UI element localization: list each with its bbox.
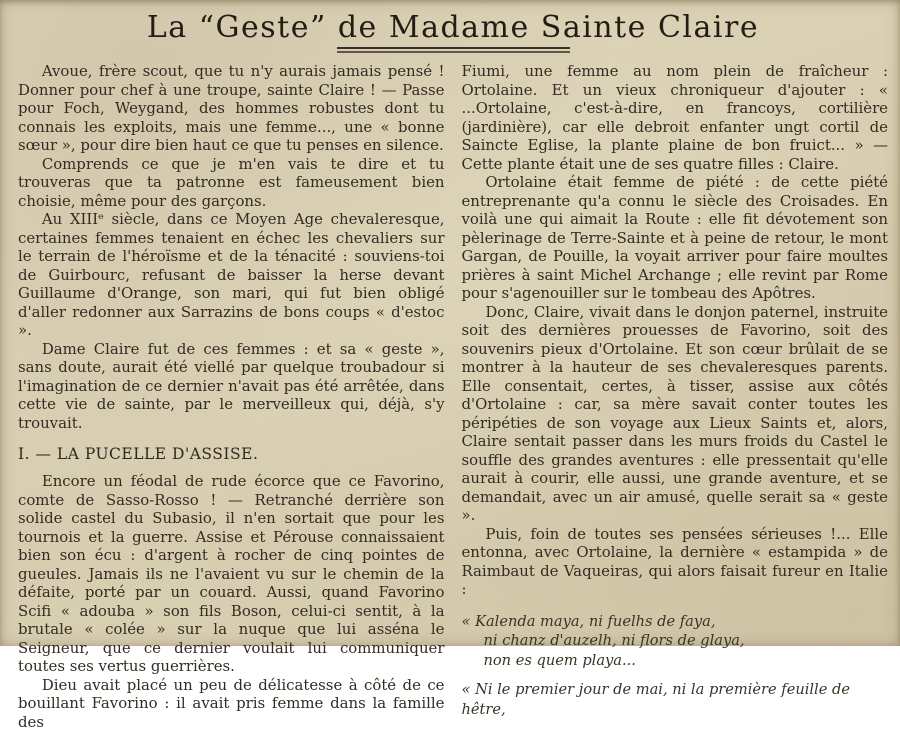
verse-quotation (462, 612, 889, 720)
article-columns (18, 62, 888, 731)
verse-line: ni chanz d'auzelh, ni flors de glaya, (462, 631, 889, 651)
paragraph: Donc, Claire, vivait dans le donjon paternel, instruite soit des dernières prouesses de Favorino, soit des souvenirs pieux d'Ortolaine. Et son cœur brûlait de se montrer à la hauteur de ses chevaleresques parents. Elle consentait, certes, à tisser, assise aux côtés d'Ortolaine : car, sa mère savait conter toutes les péripéties de son voyage aux Lieux Saints et, alors, Claire sentait passer dans les murs froids du Castel le souffle des grandes aventures : elle pressentait qu'elle aurait à courir, elle aussi, une grande aventure, et se demandait, avec un air amusé, quelle serait sa « geste ». (462, 303, 889, 525)
paragraph: Comprends ce que je m'en vais te dire et tu trouveras que ta patronne est fameusement bien choisie, même pour des garçons. (18, 155, 445, 211)
left-column (18, 62, 445, 731)
masthead (18, 10, 888, 53)
paragraph: Au XIIIᵉ siècle, dans ce Moyen Age chevaleresque, certaines femmes tenaient en échec les chevaliers sur le terrain de l'héroïsme et de la ténacité : souviens-toi de Guirbourc, refusant de baisser la herse devant Guillaume d'Orange, son mari, qui fut bien obligé d'aller redonner aux Sarrazins de bons coups « d'estoc ». (18, 210, 445, 340)
paragraph: Avoue, frère scout, que tu n'y aurais jamais pensé ! Donner pour chef à une troupe, sainte Claire ! — Passe pour Foch, Weygand, des hommes robustes dont tu connais les exploits, mais une femme..., une « bonne sœur », pour dire bien haut ce que tu penses en silence. (18, 62, 445, 155)
paragraph: Dieu avait placé un peu de délicatesse à côté de ce bouillant Favorino : il avait pris femme dans la famille des (18, 676, 445, 731)
paragraph: Ortolaine était femme de piété : de cette piété entreprenante qu'a connu le siècle des Croisades. En voilà une qui aimait la Route : elle fit dévotement son pèlerinage de Terre-Sainte et à peine de retour, le mont Gargan, de Pouille, la voyait arriver pour faire moultes prières à saint Michel Archange ; elle revint par Rome pour s'agenouiller sur le tombeau des Apôtres. (462, 173, 889, 303)
verse-line: « Ni le premier jour de mai, ni la première feuille de hêtre, (462, 680, 889, 719)
right-column (462, 62, 889, 731)
verse-line: « Kalenda maya, ni fuelhs de faya, (462, 612, 889, 632)
paragraph: Fiumi, une femme au nom plein de fraîcheur : Ortolaine. Et un vieux chroniqueur d'ajouter : « ...Ortolaine, c'est-à-dire, en francoys, cortilière (jardinière), car elle debroit enfanter ungt cortil de Saincte Eglise, la plante plaine de bon fruict... » — Cette plante était une de ses quatre filles : Claire. (462, 62, 889, 173)
paragraph: Dame Claire fut de ces femmes : et sa « geste », sans doute, aurait été viellé par quelque troubadour si l'imagination de ce dernier n'avait pas été arrêtée, dans cette vie de sainte, par le merveilleux qui, déjà, s'y trouvait. (18, 340, 445, 433)
section-heading: I. — LA PUCELLE D'ASSISE. (18, 445, 445, 463)
paragraph: Encore un féodal de rude écorce que ce Favorino, comte de Sasso-Rosso ! — Retranché derrière son solide castel du Subasio, il n'en sortait que pour les tournois et la guerre. Assise et Pérouse connaissaient bien son écu : d'argent à rocher de cinq pointes de gueules. Jamais ils ne l'avaient vu sur le chemin de la défaite, porté par un couard. Aussi, quand Favorino Scifi « adouba » son fils Boson, celui-ci sentit, à la brutale « colée » sur la nuque que lui asséna le Seigneur, que ce dernier voulait lui communiquer toutes ses vertus guerrières. (18, 472, 445, 676)
paragraph: Puis, foin de toutes ses pensées sérieuses !... Elle entonna, avec Ortolaine, la dernière « estampida » de Raimbaut de Vaqueiras, qui alors faisait fureur en Italie : (462, 525, 889, 599)
page-title: La “Geste” de Madame Sainte Claire (18, 10, 888, 45)
title-underline-rule (337, 47, 570, 53)
verse-line: non es quem playa... (462, 651, 889, 671)
